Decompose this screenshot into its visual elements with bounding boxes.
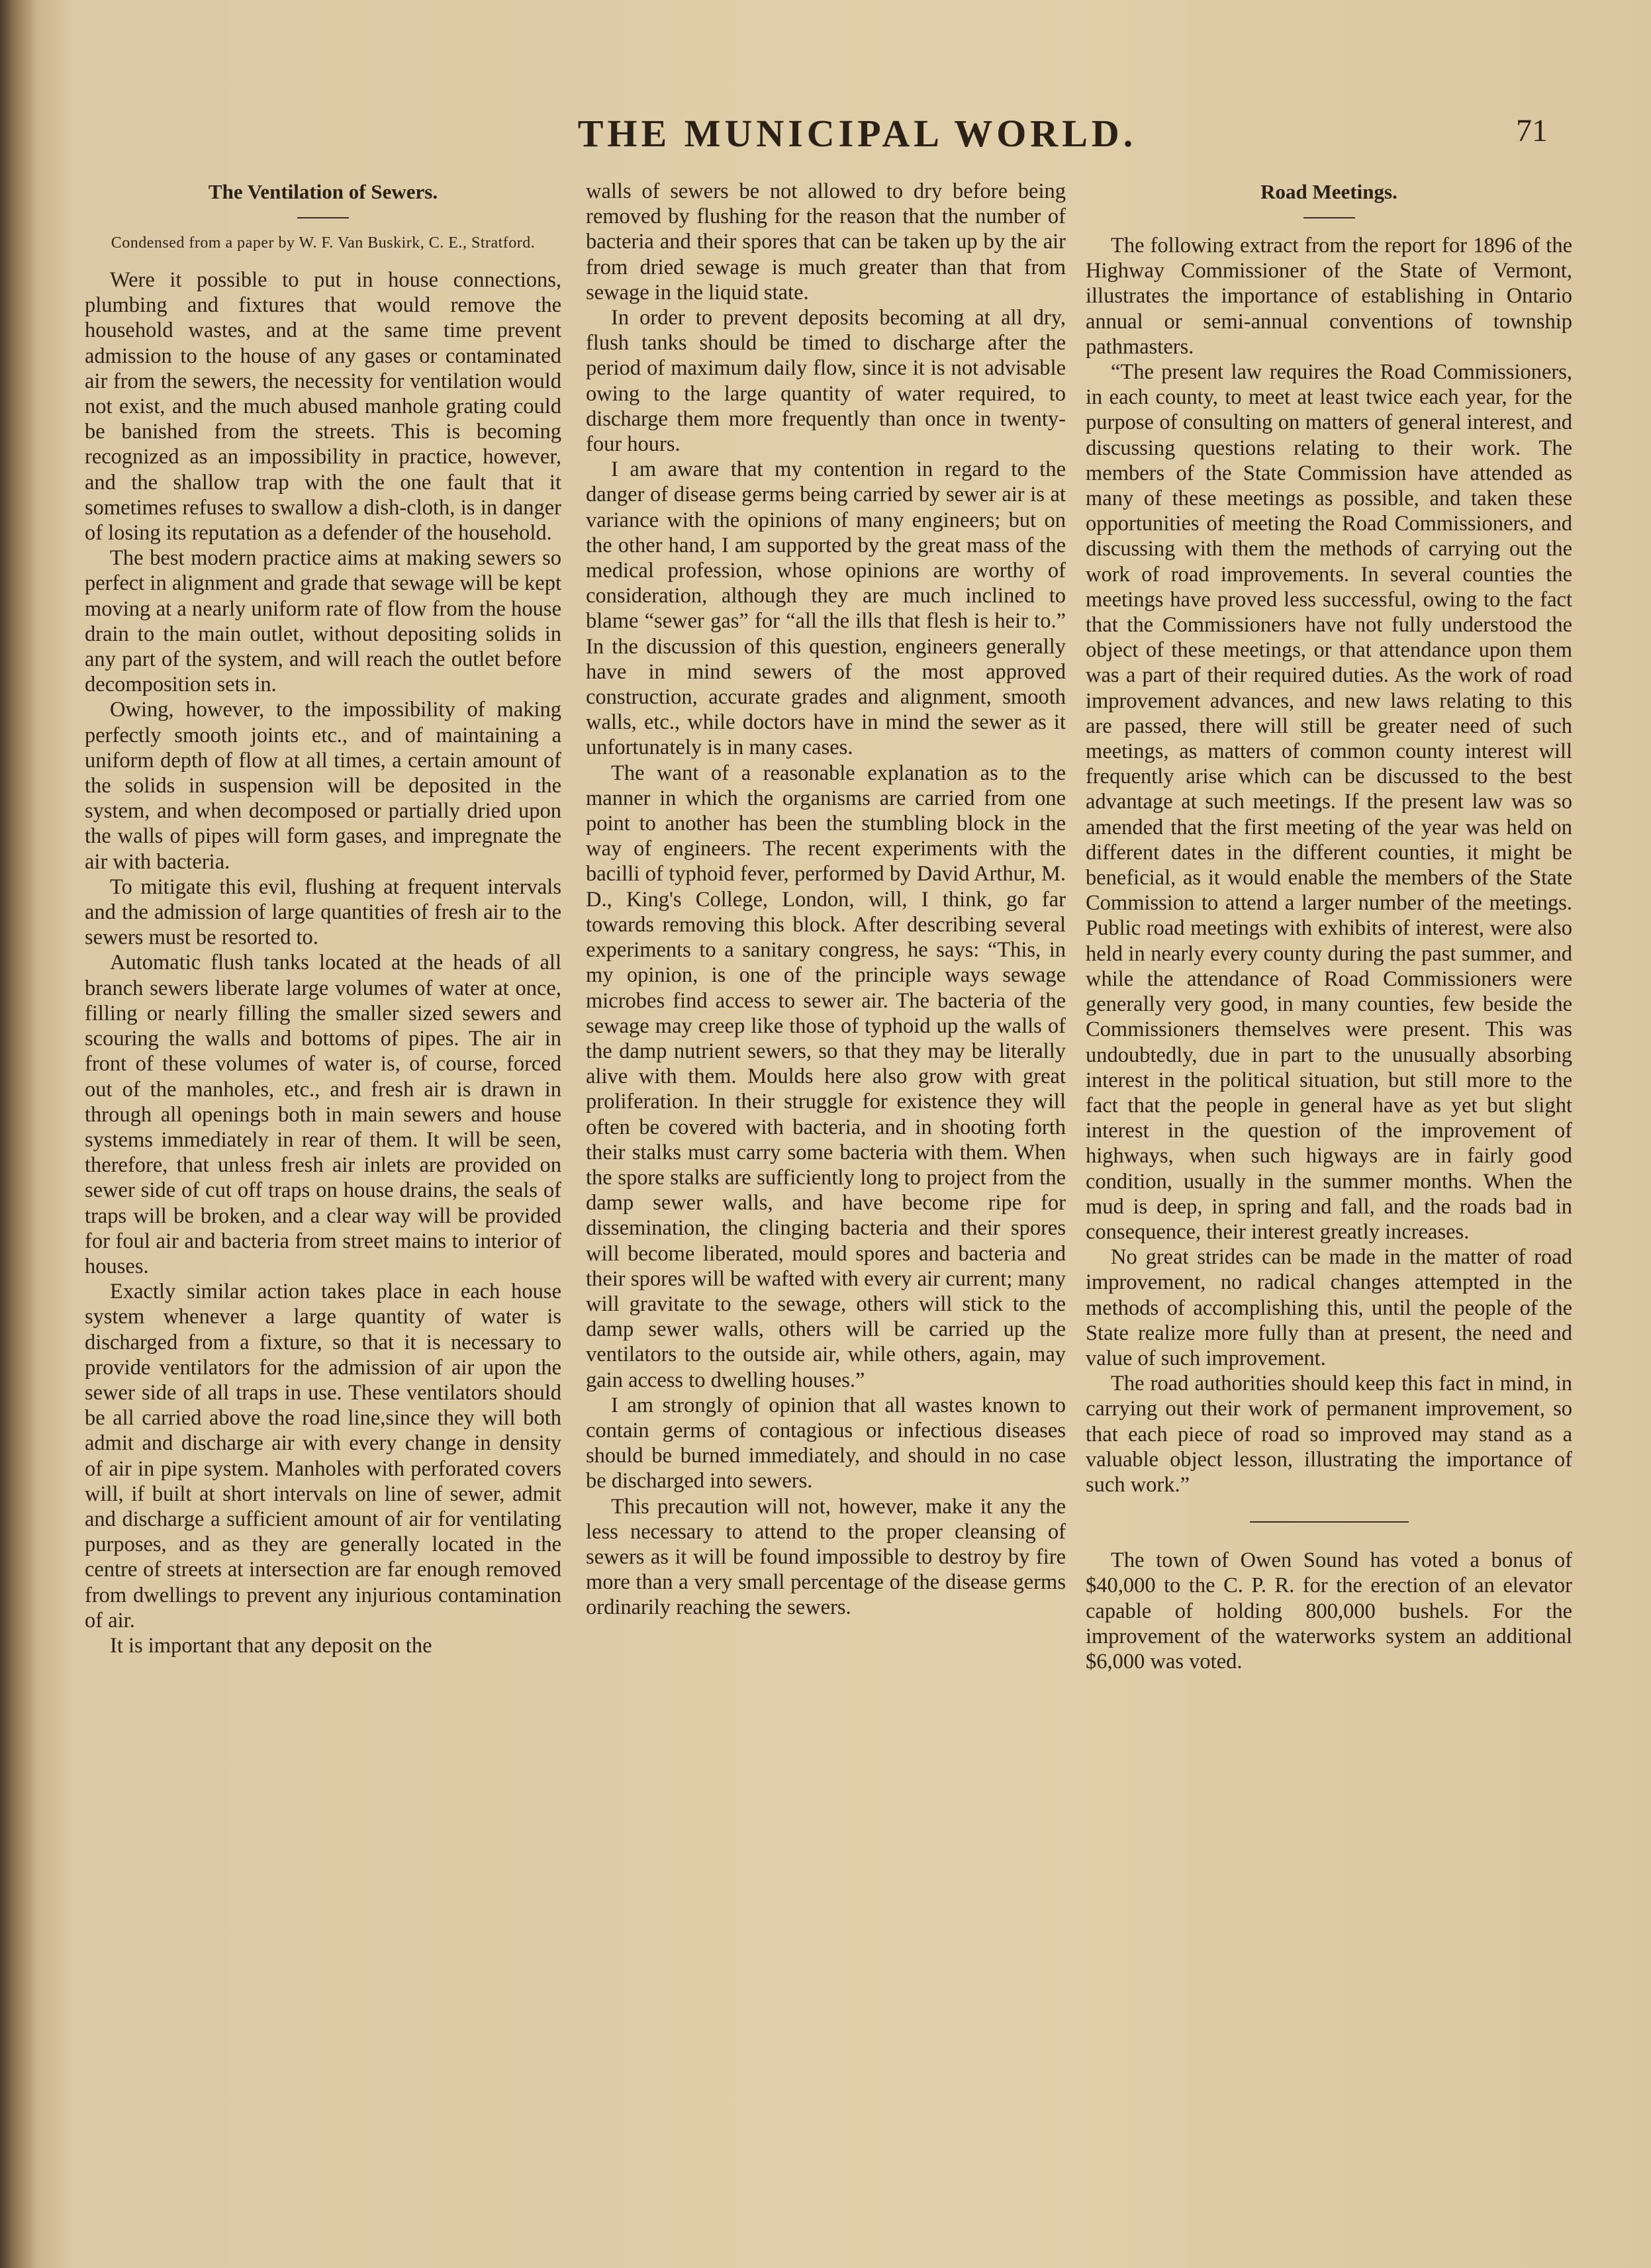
paragraph: Were it possible to put in house connections, plumbing and fixtures that would remove the household wastes, and at the same time prevent admission to the house of any gases or contaminated air from the sewers, the necessity for ventilation would not exist, and the much abused manhole grating could be banished from the streets. This is becoming recognized as an impossibility in practice, however, and the shallow trap with the one fault that it sometimes refuses to swallow a dish-cloth, is in danger of losing its reputation as a defender of the household. [85,268,561,545]
running-title: THE MUNICIPAL WORLD. [577,112,1137,155]
paragraph: Owing, however, to the impossibility of making perfectly smooth joints etc., and of maintaining a uniform depth of flow at all times, a certain amount of the solids in suspension will be deposited in the system, and when decomposed or partially dried upon the walls of pipes will form gases, and impregnate the air with bacteria. [85,698,561,874]
paragraph: In order to prevent deposits becoming at all dry, flush tanks should be timed to discharge after the period of maximum daily flow, since it is not advisable owing to the large quantity of water required, to discharge them more frequently than once in twenty-four hours. [586,306,1066,457]
paragraph: This precaution will not, however, make it any the less necessary to attend to the proper cleansing of sewers as it will be found impossible to destroy by fire more than a very small percentage of the disease germs ordinarily reaching the sewers. [586,1494,1066,1620]
paragraph: The following extract from the report for 1896 of the Highway Commissioner of the State of Vermont, illustrates the importance of establishing in Ontario annual or semi-annual conventions of township pathmasters. [1086,234,1572,359]
paragraph: No great strides can be made in the matter of road improvement, no radical changes attempted in the methods of accomplishing this, until the people of the State realize more fully than at present, the need and value of such improvement. [1086,1245,1572,1370]
paragraph: The road authorities should keep this fact in mind, in carrying out their work of permanent improvement, so that each piece of road so improved may stand as a valuable object lesson, illustrating the importance of such work.” [1086,1372,1572,1497]
page-header [0,111,1651,164]
title-rule [297,217,349,218]
paragraph: Exactly similar action takes place in each house system whenever a large quantity of water is discharged from a fixture, so that it is necessary to provide ventilators for the admission of air upon the sewer side of all traps in use. These ventilators should be all carried above the road line,since they will both admit and discharge air with every change in density of air in pipe system. Manholes with perforated covers will, if built at short intervals on line of sewer, admit and discharge a sufficient amount of air for ventilating purposes, and as they are generally located in the centre of streets at intersection are far enough removed from dwellings to prevent any injurious contamination of air. [85,1280,561,1632]
article-title-road-meetings: Road Meetings. [1260,180,1397,203]
paragraph: Automatic flush tanks located at the heads of all branch sewers liberate large volumes of water at once, filling or nearly filling the smaller sized sewers and scouring the walls and bottoms of pipes. The air in front of these volumes of water is, of course, forced out of the manholes, etc., and fresh air is drawn in through all openings both in main sewers and house systems immediately in rear of them. It will be seen, therefore, that unless fresh air inlets are provided on sewer side of cut off traps on house drains, the seals of traps will be broken, and a clear way will be provided for foul air and bacteria from street mains to interior of houses. [85,951,561,1278]
paragraph: I am strongly of opinion that all wastes known to contain germs of contagious or infectious diseases should be burned immediately, and should in no case be discharged into sewers. [586,1393,1066,1493]
column-2 [586,179,1066,2165]
paragraph: The best modern practice aims at making sewers so perfect in alignment and grade that sewage will be kept moving at a nearly uniform rate of flow from the house drain to the main outlet, without depositing solids in any part of the system, and will reach the outlet before decomposition sets in. [85,546,561,697]
column-3 [1086,179,1572,2165]
title-rule [1303,217,1355,218]
paragraph: The want of a reasonable explanation as to the manner in which the organisms are carried from one point to another has been the stumbling block in the way of engineers. The recent experiments with the bacilli of typhoid fever, performed by David Arthur, M. D., King's College, London, will, I think, go far towards removing this block. After describing several experiments to a sanitary congress, he says: “This, in my opinion, is one of the principle ways sewage microbes find access to sewer air. The bacteria of the sewage may creep like those of typhoid up the walls of the damp nutrient sewers, so that they may be literally alive with them. Moulds here also grow with great proliferation. In their struggle for existence they will often be covered with bacteria, and in shooting forth their stalks must carry some bacteria with them. When the spore stalks are sufficiently long to project from the damp sewer walls, and have become ripe for dissemination, the clinging bacteria and their spores will become liberated, mould spores and bacteria and their spores will be wafted with every air current; many will gravitate to the sewage, others will stick to the damp sewer walls, others will be carried up the ventilators to the outside air, while others, again, may gain access to dwelling houses.” [586,761,1066,1392]
page-number: 71 [1516,113,1548,148]
paragraph: walls of sewers be not allowed to dry before being removed by flushing for the reason that the number of bacteria and their spores that can be taken up by the air from dried sewage is much greater than that from sewage in the liquid state. [586,179,1066,305]
paragraph: “The present law requires the Road Commissioners, in each county, to meet at least twice each year, for the purpose of consulting on matters of general interest, and discussing questions relating to their work. The members of the State Commission have attended as many of these meetings as possible, and taken these opportunities of meeting the Road Commissioners, and discussing with them the methods of carrying out the work of road improvements. In several counties the meetings have proved less successful, owing to the fact that the Commissioners have not fully understood the object of these meetings, or that attendance upon them was a part of their required duties. As the work of road improvement advances, and new laws relating to this are passed, there will still be greater need of such meetings, as matters of common county interest will frequently arise which can be discussed to the best advantage at such meetings. If the present law was so amended that the first meeting of the year was held on different dates in the different counties, it might be beneficial, as it would enable the members of the State Commission to attend a larger number of the meetings. Public road meetings with exhibits of interest, were also held in nearly every county during the past summer, and while the attendance of Road Commissioners were generally very good, in many counties, few beside the Commissioners themselves were present. This was undoubtedly, due in part to the unusually absorbing interest in the political situation, but still more to the fact that the people in general have as yet but slight interest in the question of the improvement of highways, when such higways are in fairly good condition, usually in the summer months. When the mud is deep, in spring and fall, and the roads bad in consequence, their interest greatly increases. [1086,360,1572,1244]
article-byline: Condensed from a paper by W. F. Van Buskirk, C. E., Stratford. [111,234,536,252]
article-title-ventilation: The Ventilation of Sewers. [208,180,438,203]
news-notice: The town of Owen Sound has voted a bonus of $40,000 to the C. P. R. for the erection of an elevator capable of holding 800,000 bushels. For the improvement of the waterworks system an additional $6,000 was voted. [1086,1548,1572,1674]
column-1 [85,179,561,2165]
paragraph: I am aware that my contention in regard to the danger of disease germs being carried by sewer air is at variance with the opinions of many engineers; but on the other hand, I am supported by the great mass of the medical profession, whose opinions are worthy of consideration, although they are much inclined to blame “sewer gas” for “all the ills that flesh is heir to.” In the discussion of this question, engineers generally have in mind sewers of the most approved construction, accurate grades and alignment, smooth walls, etc., while doctors have in mind the sewer as it unfortunately is in many cases. [586,457,1066,760]
paragraph: To mitigate this evil, flushing at frequent intervals and the admission of large quantities of fresh air to the sewers must be resorted to. [85,874,561,950]
paragraph: It is important that any deposit on the [110,1633,432,1658]
section-divider [1250,1521,1409,1523]
